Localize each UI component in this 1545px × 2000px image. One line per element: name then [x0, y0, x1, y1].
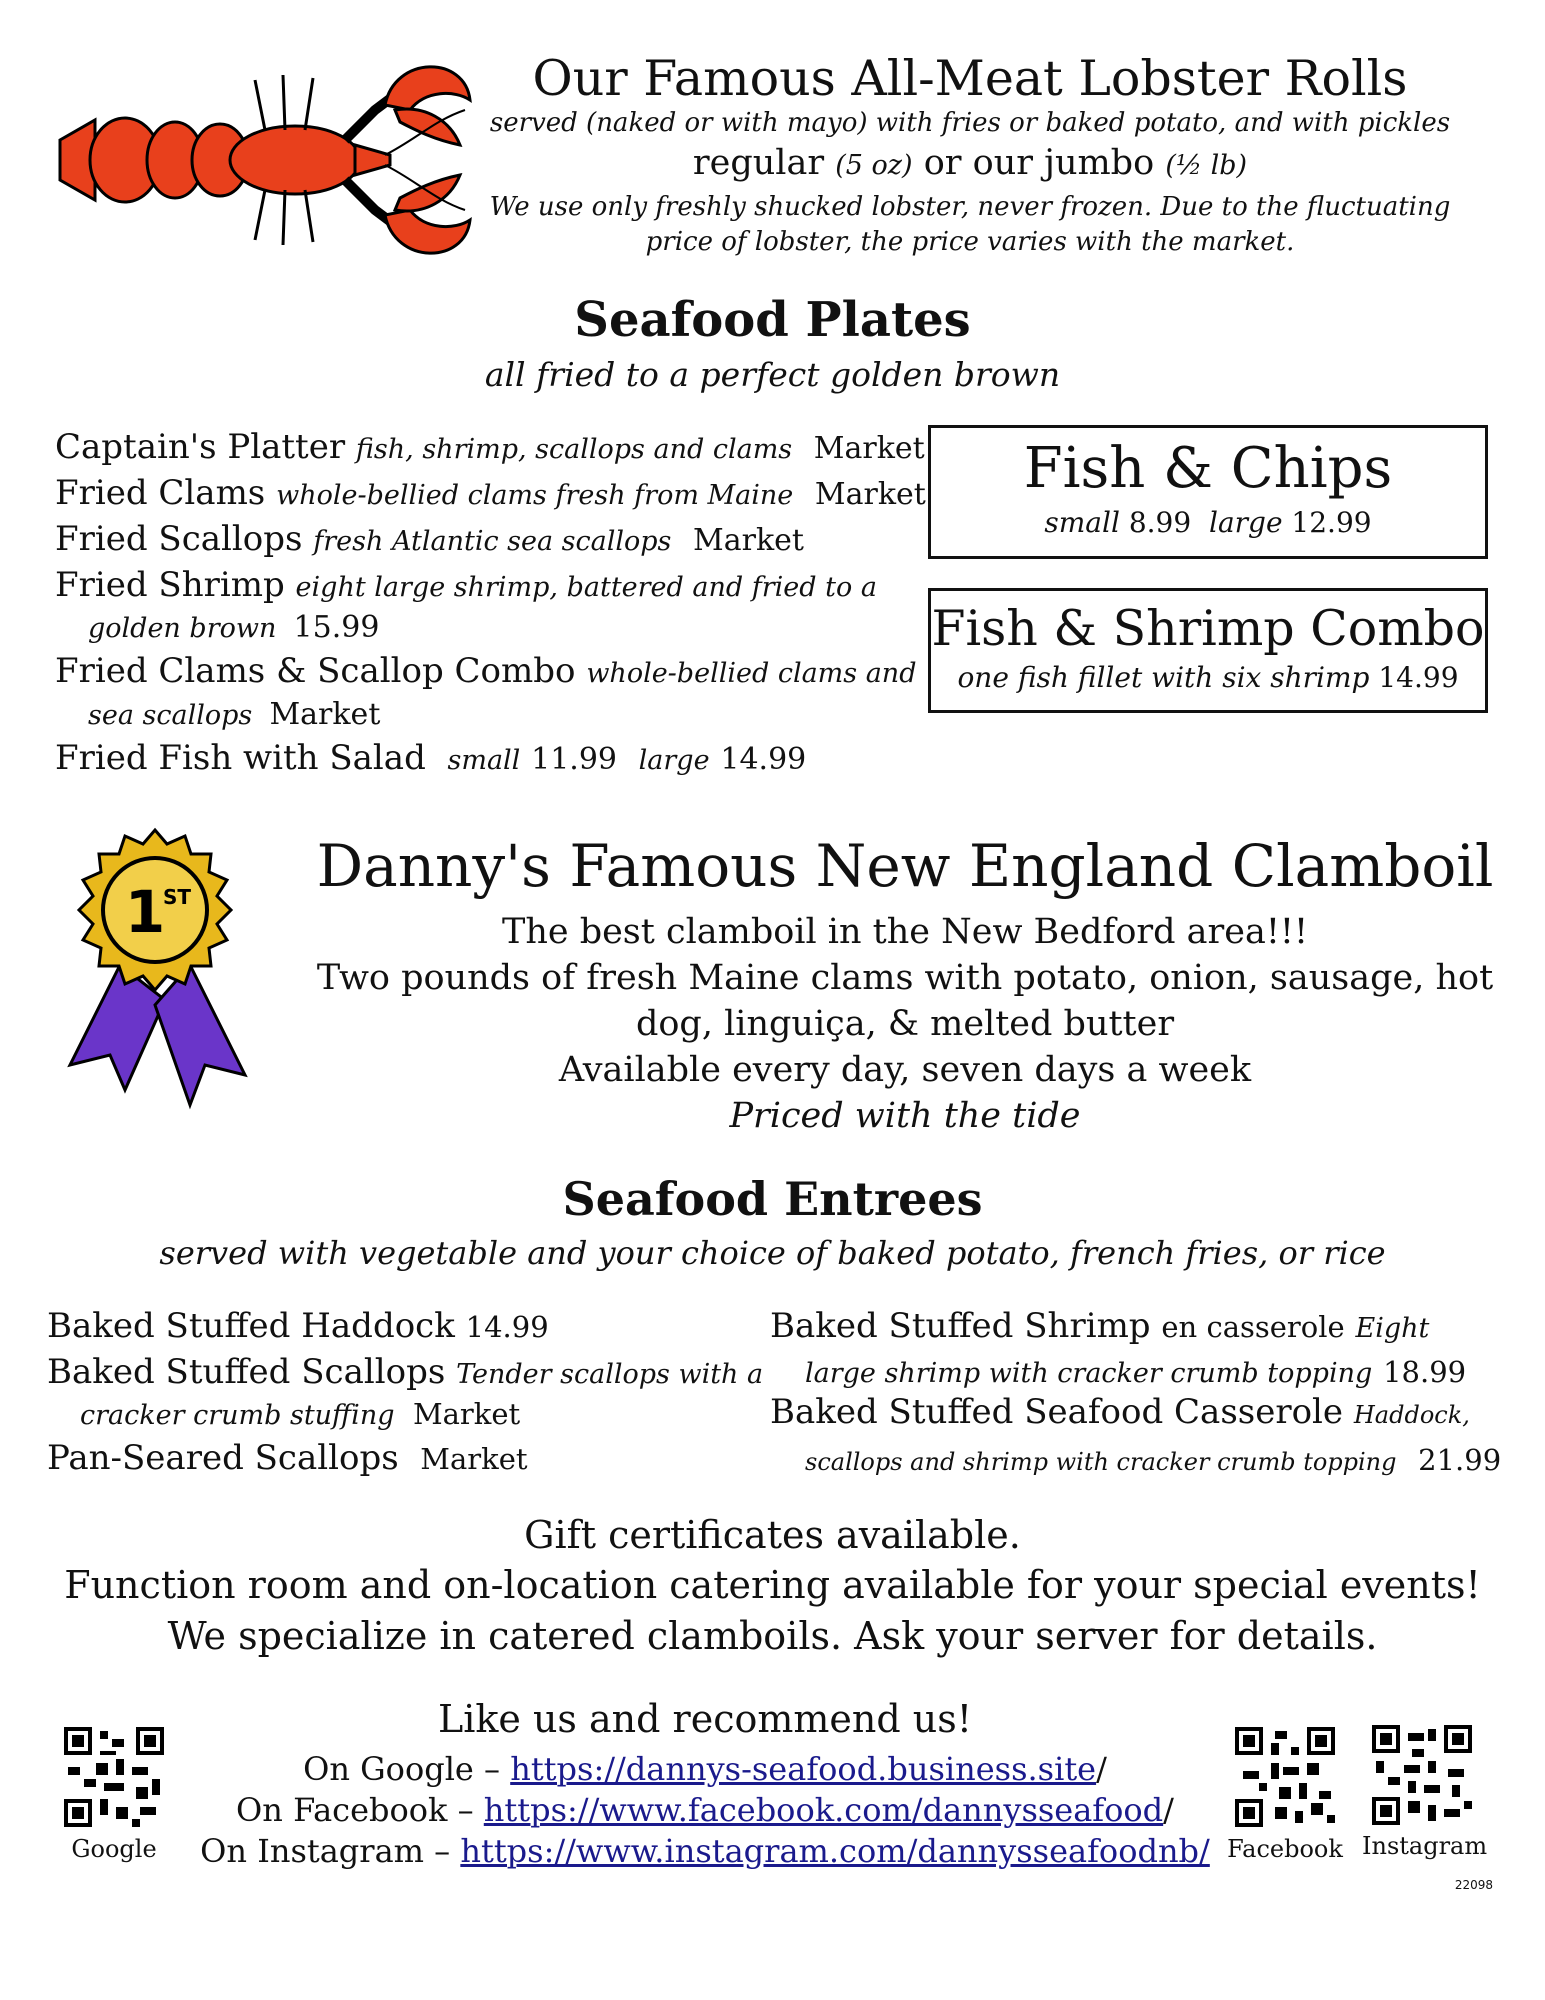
plate-price: 15.99	[293, 610, 380, 645]
plate-item	[55, 651, 916, 691]
plate-name: Fried Shrimp	[55, 565, 285, 605]
plate-price: Market	[269, 697, 381, 732]
google-link-line	[55, 1750, 1355, 1788]
seafood-plates-title: Seafood Plates	[574, 292, 971, 348]
entree-name: Baked Stuffed Scallops	[47, 1352, 446, 1392]
instagram-qr-code-icon[interactable]	[1372, 1725, 1472, 1825]
plate-item	[55, 427, 925, 467]
fish-and-chips-prices	[931, 506, 1485, 539]
instagram-link[interactable]: https://www.instagram.com/dannysseafoodnb/	[460, 1832, 1210, 1870]
facebook-link-line	[55, 1791, 1355, 1829]
fc-large-label: large	[1208, 506, 1283, 539]
plate-name: Captain's Platter	[55, 427, 346, 467]
entree-item-continued	[80, 1397, 520, 1431]
plate-name: Fried Fish with Salad	[55, 738, 426, 778]
combo-title: Fish & Shrimp Combo	[931, 600, 1485, 657]
fc-large-price: 12.99	[1291, 506, 1372, 539]
plate-desc: fish, shrimp, scallops and clams	[355, 434, 793, 465]
plate-item-continued	[88, 697, 380, 732]
plate-desc: sea scallops	[88, 700, 253, 731]
plate-desc: fresh Atlantic sea scallops	[313, 526, 672, 557]
google-prefix: On Google –	[303, 1750, 511, 1788]
facebook-qr-label: Facebook	[1227, 1835, 1343, 1863]
size-jumbo-note: (½ lb)	[1165, 150, 1248, 181]
entree-price: 18.99	[1383, 1355, 1467, 1389]
size-regular: regular	[692, 143, 825, 183]
fish-shrimp-combo-box	[928, 588, 1488, 713]
lobster-rolls-note	[470, 190, 1470, 260]
clamboil-line: Available every day, seven days a week	[558, 1050, 1252, 1090]
lobster-note-line2: price of lobster, the price varies with the market.	[645, 227, 1295, 257]
lobster-rolls-title: Our Famous All-Meat Lobster Rolls	[532, 50, 1408, 107]
entree-name: Pan-Seared Scallops	[47, 1438, 399, 1478]
entree-desc: Tender scallops with a	[456, 1359, 764, 1390]
clamboil-line: dog, linguiça, & melted butter	[635, 1004, 1175, 1044]
lobster-note-line1: We use only freshly shucked lobster, never frozen. Due to the fluctuating	[489, 192, 1451, 222]
ribbon-badge-suffix: ST	[162, 885, 192, 909]
seafood-plates-subtitle: all fried to a perfect golden brown	[484, 355, 1061, 394]
size-regular-note: (5 oz)	[835, 150, 913, 181]
function-room-note: Function room and on-location catering available for your special events!	[64, 1563, 1481, 1607]
entree-item	[770, 1306, 1429, 1346]
entree-desc: Eight	[1355, 1313, 1430, 1344]
seafood-entrees-title: Seafood Entrees	[562, 1172, 983, 1226]
plate-price: Market	[814, 477, 926, 512]
entree-item	[47, 1352, 763, 1392]
clamboil-line: Two pounds of fresh Maine clams with potato, onion, sausage, hot	[316, 958, 1494, 998]
entree-desc: scallops and shrimp with cracker crumb topping	[805, 1448, 1397, 1476]
instagram-qr-label: Instagram	[1362, 1832, 1488, 1860]
plate-price: Market	[693, 523, 804, 558]
plate-small-price: 11.99	[531, 742, 618, 777]
plate-item	[55, 738, 806, 778]
facebook-link[interactable]: https://www.facebook.com/dannysseafood	[483, 1791, 1164, 1829]
size-or-jumbo: or our jumbo	[923, 143, 1155, 183]
entree-desc: Haddock,	[1353, 1401, 1470, 1429]
plate-desc: whole-bellied clams and	[586, 658, 917, 689]
fish-and-chips-title: Fish & Chips	[1023, 436, 1393, 501]
instagram-link-line	[55, 1832, 1355, 1870]
combo-price: 14.99	[1378, 661, 1459, 694]
entree-name: Baked Stuffed Haddock	[47, 1306, 455, 1346]
plate-name: Fried Clams	[55, 473, 266, 513]
lobster-rolls-sizes	[470, 143, 1470, 183]
clamboil-line: Priced with the tide	[729, 1096, 1081, 1136]
plate-large-price: 14.99	[720, 742, 807, 777]
entree-name: Baked Stuffed Seafood Casserole	[770, 1392, 1344, 1432]
plate-item	[55, 473, 926, 513]
entree-name: Baked Stuffed Shrimp	[770, 1306, 1151, 1346]
seafood-entrees-subtitle: served with vegetable and your choice of baked potato, french fries, or rice	[159, 1234, 1386, 1272]
lobster-illustration	[55, 50, 475, 270]
google-slash: /	[1096, 1750, 1107, 1788]
plate-price: Market	[813, 431, 925, 466]
document-code: 22098	[1454, 1878, 1493, 1892]
facebook-prefix: On Facebook –	[236, 1791, 484, 1829]
catering-note: We specialize in catered clamboils. Ask your server for details.	[167, 1614, 1378, 1658]
plate-small-label: small	[447, 745, 521, 776]
entree-item-continued	[805, 1439, 1501, 1479]
entree-price: 21.99	[1418, 1443, 1502, 1477]
entree-desc: cracker crumb stuffing	[80, 1400, 395, 1431]
plate-desc: eight large shrimp, battered and fried to a	[295, 572, 877, 603]
gift-certificates-note: Gift certificates available.	[524, 1513, 1021, 1557]
plate-large-label: large	[638, 745, 710, 776]
clamboil-line: The best clamboil in the New Bedford area!!!	[501, 912, 1309, 952]
facebook-slash: /	[1163, 1791, 1174, 1829]
fc-small-label: small	[1044, 506, 1120, 539]
entree-price: 14.99	[465, 1310, 549, 1344]
first-place-ribbon-icon	[50, 825, 268, 1125]
like-us-heading: Like us and recommend us!	[437, 1697, 973, 1741]
instagram-prefix: On Instagram –	[200, 1832, 461, 1870]
google-qr-label: Google	[71, 1835, 157, 1863]
facebook-qr-code-icon[interactable]	[1235, 1727, 1335, 1827]
entree-price: Market	[412, 1397, 521, 1431]
plate-name: Fried Clams & Scallop Combo	[55, 651, 576, 691]
entree-desc: large shrimp with cracker crumb topping	[805, 1358, 1373, 1389]
clamboil-title: Danny's Famous New England Clamboil	[316, 832, 1494, 900]
entree-item	[47, 1306, 549, 1346]
google-qr-code-icon[interactable]	[64, 1727, 164, 1827]
entree-price: Market	[420, 1442, 528, 1476]
plate-item-continued	[88, 610, 379, 645]
fc-small-price: 8.99	[1128, 506, 1192, 539]
ribbon-badge-number: 1	[124, 878, 166, 946]
entree-item	[47, 1438, 528, 1478]
plate-desc: whole-bellied clams fresh from Maine	[276, 480, 794, 511]
plate-name: Fried Scallops	[55, 519, 303, 559]
entree-item	[770, 1392, 1470, 1432]
plate-item	[55, 519, 804, 559]
plate-desc: golden brown	[88, 613, 277, 644]
combo-desc: one fish fillet with six shrimp	[957, 661, 1370, 694]
entree-extra: en casserole	[1161, 1310, 1345, 1344]
lobster-rolls-subtitle: served (naked or with mayo) with fries or baked potato, and with pickles	[489, 108, 1451, 138]
google-link[interactable]: https://dannys-seafood.business.site	[510, 1750, 1097, 1788]
plate-item	[55, 565, 877, 605]
fish-and-chips-box	[928, 425, 1488, 559]
entree-item-continued	[805, 1351, 1466, 1391]
combo-desc-line	[931, 661, 1485, 694]
